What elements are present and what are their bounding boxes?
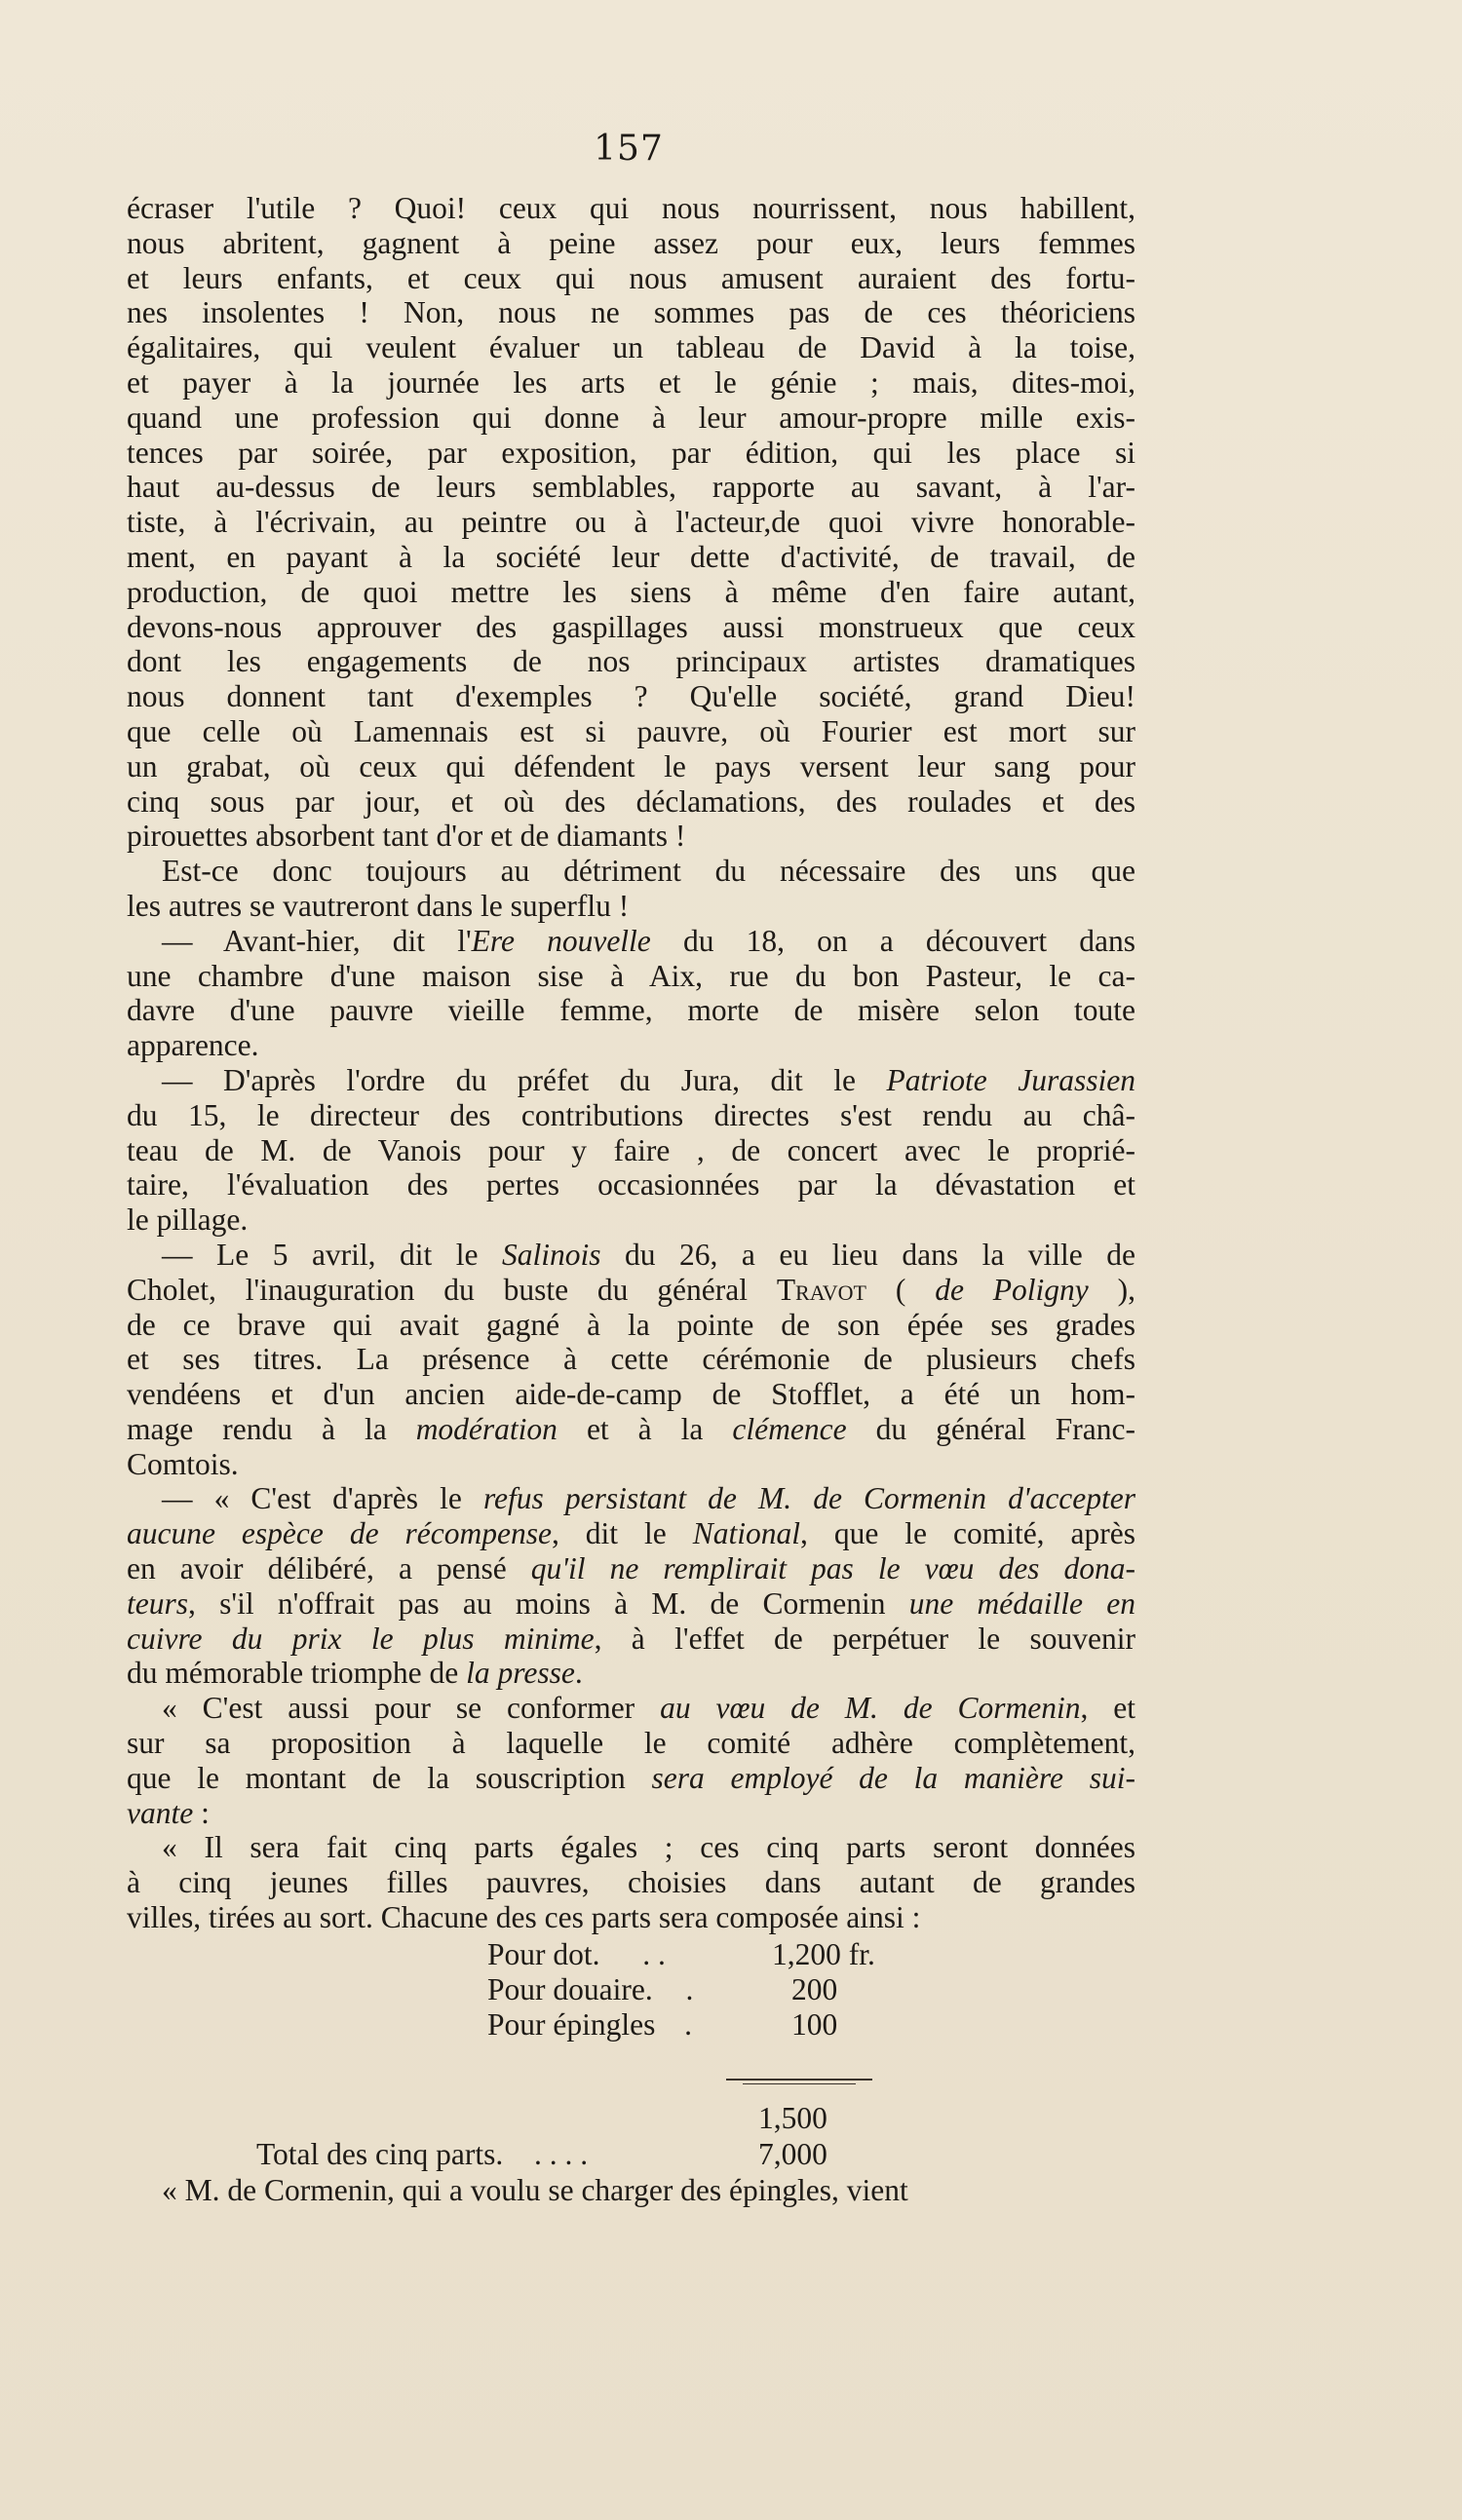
text-line: nes insolentes ! Non, nous ne sommes pas de ces théoriciens <box>127 295 1135 330</box>
text-line: apparence. <box>127 1028 259 1063</box>
text-line: du 15, le directeur des contributions directes s'est rendu au châ- <box>127 1097 1135 1132</box>
row-dots: . . <box>642 1936 666 1971</box>
text-line: devons-nous approuver des gaspillages aussi monstrueux que ceux <box>127 609 1135 644</box>
text-line: et payer à la journée les arts et le génie ; mais, dites-moi, <box>127 364 1135 400</box>
text-line: vendéens et d'un ancien aide-de-camp de Stofflet, a été un hom- <box>127 1377 1135 1412</box>
table-row-dot <box>487 1937 666 1972</box>
text-line: mage rendu à la modération et à la clémence du général Franc- <box>127 1411 1135 1446</box>
text-line: à cinq jeunes filles pauvres, choisies dans autant de grandes <box>127 1865 1135 1900</box>
table-row-douaire <box>487 1972 693 2007</box>
text-line: Comtois. <box>127 1446 239 1481</box>
text-line: pirouettes absorbent tant d'or et de diamants ! <box>127 819 686 854</box>
text-line: vante : <box>127 1795 210 1830</box>
text-line: cinq sous par jour, et où des déclamations, des roulades et des <box>127 783 1135 819</box>
text-line: production, de quoi mettre les siens à même d'en faire autant, <box>127 574 1135 609</box>
page-number: 157 <box>594 129 664 169</box>
sum-rule-inner <box>743 2083 856 2084</box>
text-line: quand une profession qui donne à leur amour-propre mille exis- <box>127 400 1135 435</box>
text-line: nous abritent, gagnent à peine assez pour eux, leurs femmes <box>127 225 1135 260</box>
total-amount: 7,000 <box>758 2136 827 2171</box>
text-line: du mémorable triomphe de la presse. <box>127 1656 583 1691</box>
text-line: villes, tirées au sort. Chacune des ces parts sera composée ainsi : <box>127 1900 921 1935</box>
text-line: teurs, s'il n'offrait pas au moins à M. de Cormenin une médaille en <box>127 1585 1135 1621</box>
text-line: — Avant-hier, dit l'Ere nouvelle du 18, on a découvert dans <box>162 923 1135 958</box>
row-dots: . <box>684 2006 692 2042</box>
text-line: cuivre du prix le plus minime, à l'effet de perpétuer le souvenir <box>127 1621 1135 1656</box>
row-label: Pour épingles <box>487 2006 656 2042</box>
text-line: tences par soirée, par exposition, par édition, qui les place si <box>127 435 1135 470</box>
text-line: teau de M. de Vanois pour y faire , de concert avec le proprié- <box>127 1132 1135 1167</box>
text-line: de ce brave qui avait gagné à la pointe de son épée ses grades <box>127 1307 1135 1342</box>
text-line: écraser l'utile ? Quoi! ceux qui nous nourrissent, nous habillent, <box>127 191 1135 225</box>
text-line: les autres se vautreront dans le superflu ! <box>127 888 630 923</box>
text-line: Cholet, l'inauguration du buste du général Travot ( de Poligny ), <box>127 1272 1135 1307</box>
subtotal: 1,500 <box>758 2100 827 2135</box>
amount-table <box>127 1937 1135 2230</box>
table-row-epingles <box>487 2007 692 2043</box>
text-line: haut au-dessus de leurs semblables, rapporte au savant, à l'ar- <box>127 470 1135 505</box>
total-row <box>256 2137 588 2172</box>
row-amount: 200 <box>791 1971 838 2006</box>
text-line: Est-ce donc toujours au détriment du nécessaire des uns que <box>162 854 1135 889</box>
total-dots: . . . . <box>533 2136 589 2171</box>
text-line: le pillage. <box>127 1203 249 1238</box>
row-amount: 1,200 fr. <box>772 1936 875 1971</box>
text-line: — Le 5 avril, dit le Salinois du 26, a eu lieu dans la ville de <box>162 1237 1136 1272</box>
text-line: — « C'est d'après le refus persistant de M. de Cormenin d'accepter <box>162 1481 1135 1516</box>
text-line: nous donnent tant d'exemples ? Qu'elle société, grand Dieu! <box>127 679 1135 714</box>
total-label: Total des cinq parts. <box>256 2136 504 2171</box>
text-line: et leurs enfants, et ceux qui nous amusent auraient des fortu- <box>127 260 1135 295</box>
text-line: tiste, à l'écrivain, au peintre ou à l'acteur,de quoi vivre honorable- <box>127 505 1135 540</box>
text-line: taire, l'évaluation des pertes occasionnées par la dévastation et <box>127 1167 1135 1203</box>
row-label: Pour douaire. <box>487 1971 653 2006</box>
row-dots: . <box>685 1971 694 2006</box>
text-line: sur sa proposition à laquelle le comité adhère complètement, <box>127 1726 1135 1761</box>
text-line: en avoir délibéré, a pensé qu'il ne remplirait pas le vœu des dona- <box>127 1551 1135 1586</box>
row-label: Pour dot. <box>487 1936 600 1971</box>
text-line: une chambre d'une maison sise à Aix, rue du bon Pasteur, le ca- <box>127 958 1135 993</box>
text-line: — D'après l'ordre du préfet du Jura, dit le Patriote Jurassien <box>162 1062 1135 1097</box>
text-line: davre d'une pauvre vieille femme, morte de misère selon toute <box>127 993 1135 1028</box>
text-line: « C'est aussi pour se conformer au vœu de M. de Cormenin, et <box>162 1691 1135 1726</box>
body-text <box>127 191 1135 2208</box>
text-line: que celle où Lamennais est si pauvre, où Fourier est mort sur <box>127 713 1135 748</box>
paragraphs <box>127 191 1135 1935</box>
text-line: et ses titres. La présence à cette cérémonie de plusieurs chefs <box>127 1342 1135 1377</box>
sum-rule <box>726 2079 872 2081</box>
text-line: un grabat, où ceux qui défendent le pays versent leur sang pour <box>127 748 1135 783</box>
text-line: que le montant de la souscription sera employé de la manière sui- <box>127 1760 1135 1795</box>
text-line: égalitaires, qui veulent évaluer un tableau de David à la toise, <box>127 330 1135 365</box>
final-line: « M. de Cormenin, qui a voulu se charger des épingles, vient <box>162 2172 908 2207</box>
text-line: ment, en payant à la société leur dette d'activité, de travail, de <box>127 539 1135 574</box>
text-line: aucune espèce de récompense, dit le National, que le comité, après <box>127 1516 1135 1551</box>
text-line: dont les engagements de nos principaux artistes dramatiques <box>127 644 1135 679</box>
row-amount: 100 <box>791 2006 838 2042</box>
text-line: « Il sera fait cinq parts égales ; ces cinq parts seront données <box>162 1830 1135 1865</box>
